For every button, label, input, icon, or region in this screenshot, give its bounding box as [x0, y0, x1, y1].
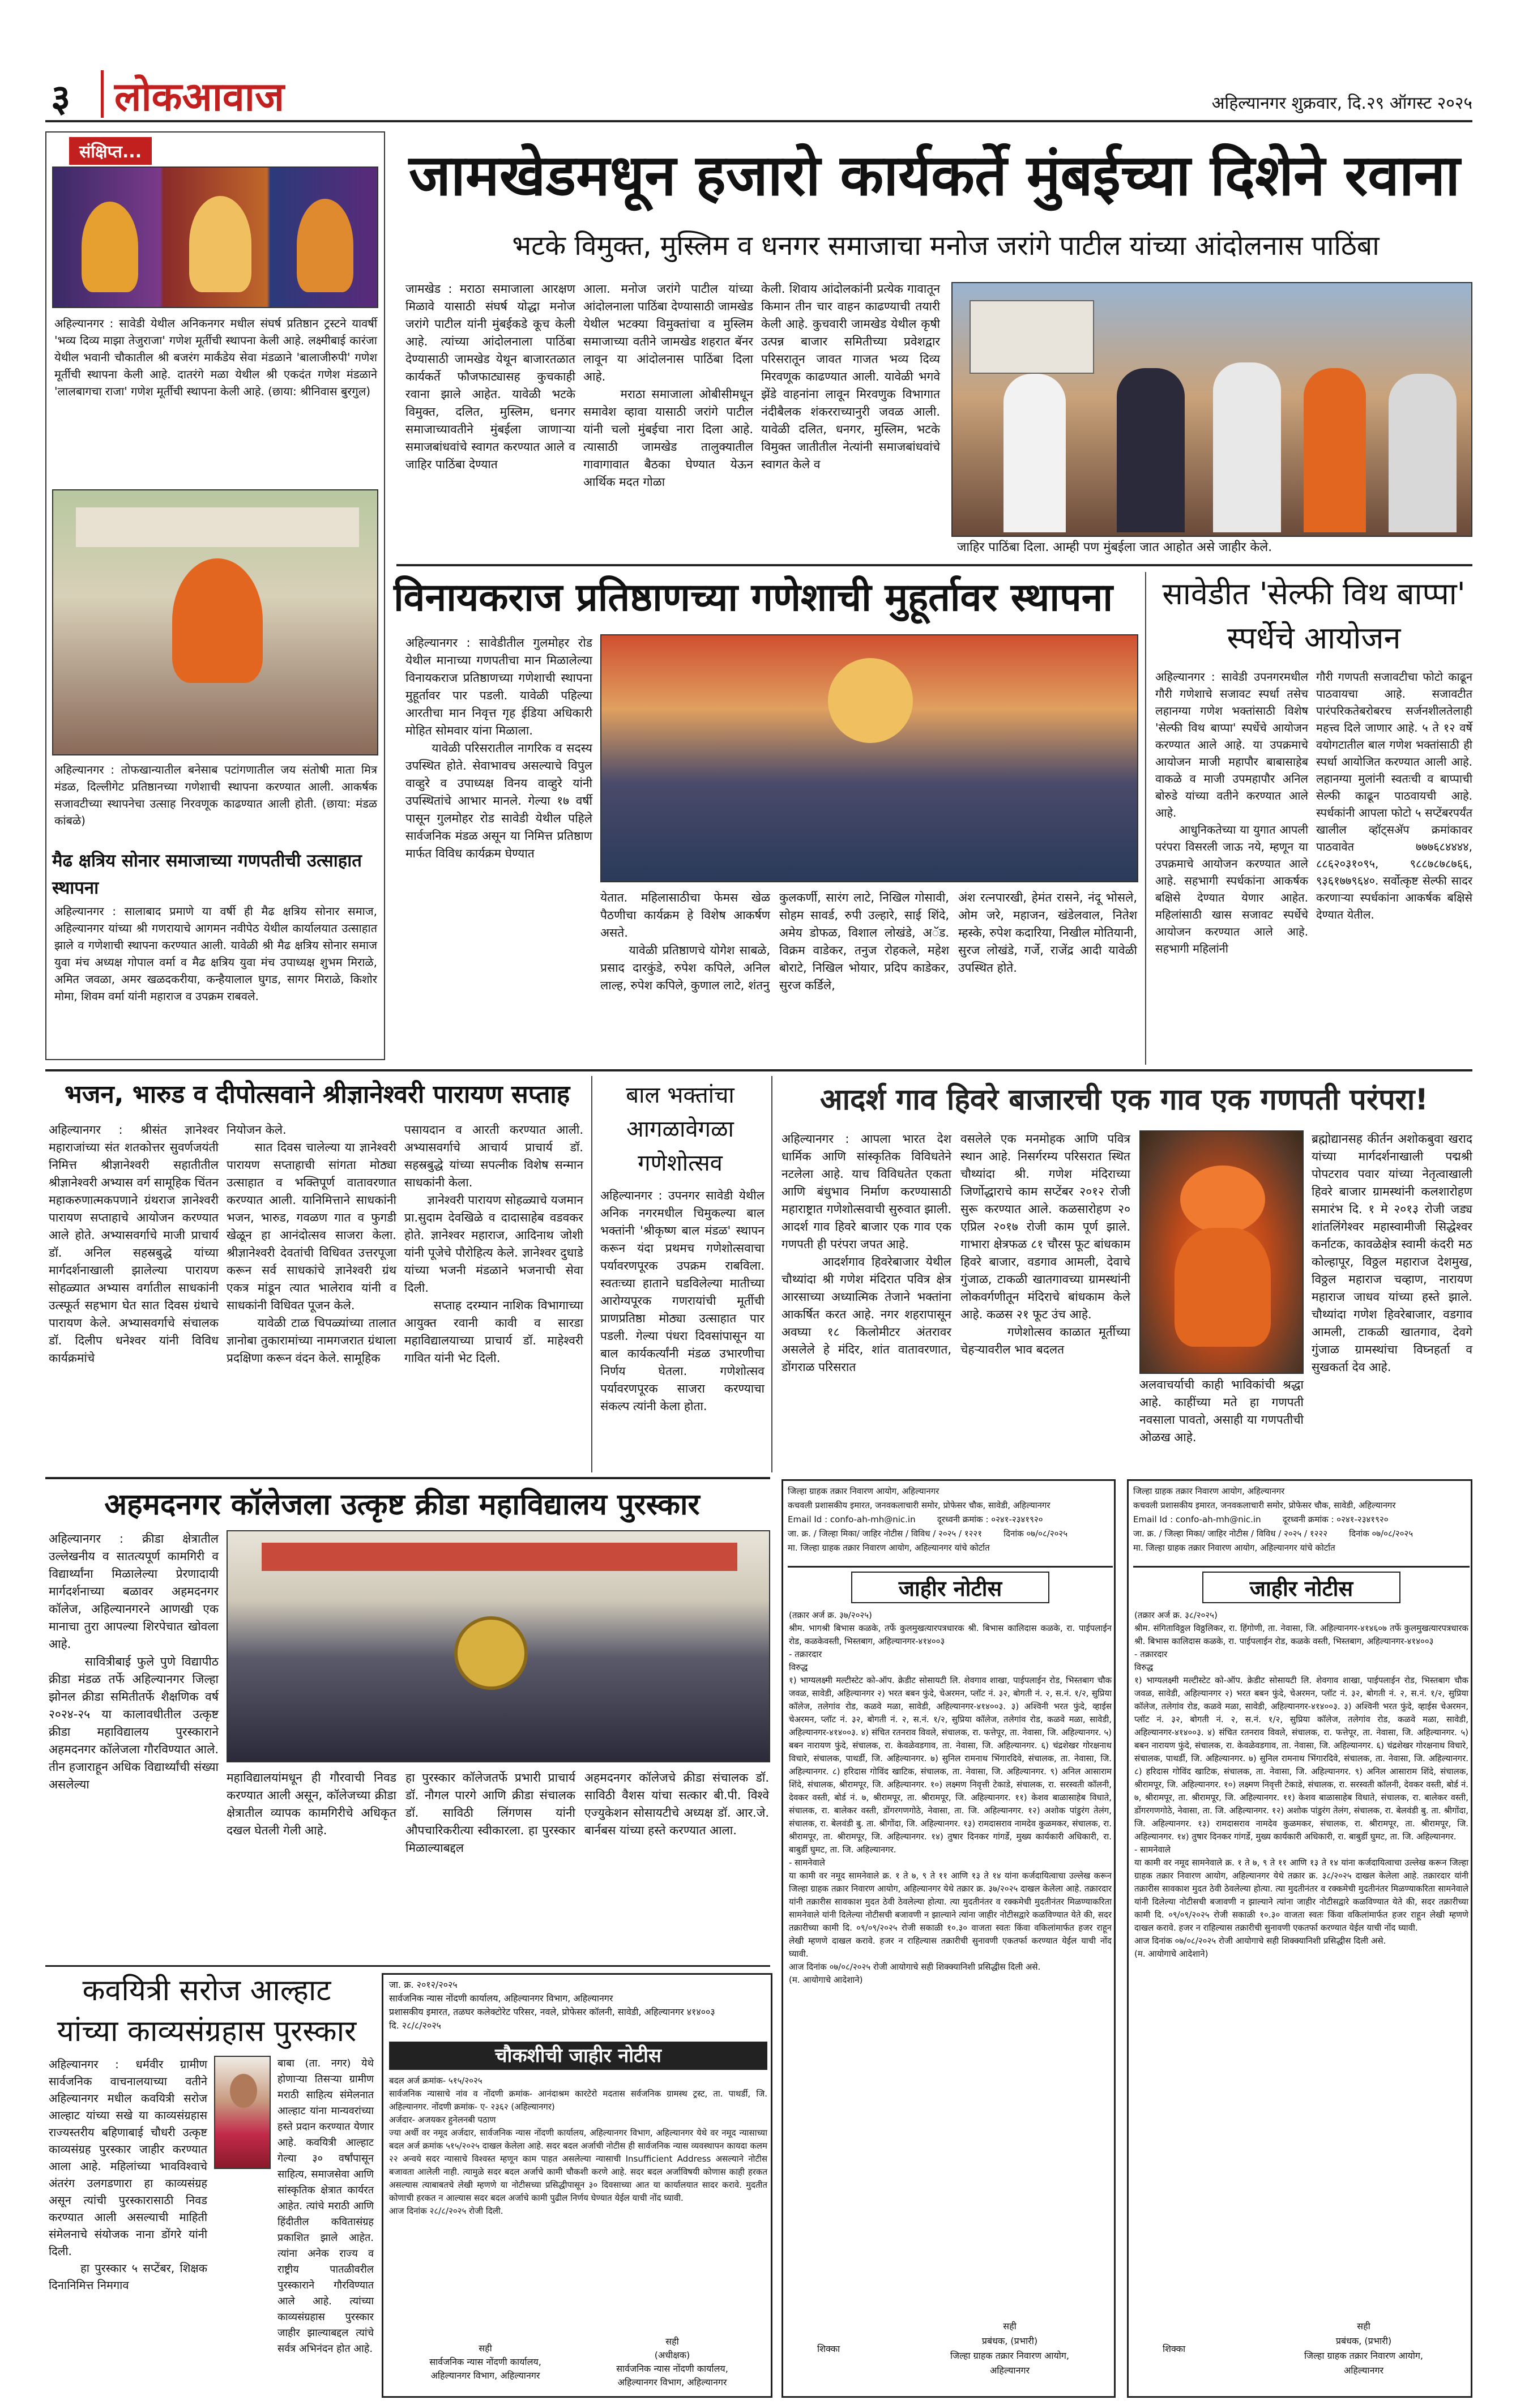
lead-col-1: जामखेड : मराठा समाजाला आरक्षण मिळावे यासाठी संघर्ष योद्धा मनोज जरांगे पाटील यांनी मुंबईकडे कूच केली आहे. त्यांच्या आंदोलनाला पाठिंबा देण्यासाठी जामखेड येथून बाजारतळात कार्यकर्ते फौजफाट्यासह कुचकाही रवाना झाले आहेत. यावेळी भटके विमुक्त, दलित, मुस्लिम, धनगर समाजाच्यावतीने मुंबईला जाणाऱ्या समाजबांधवांचे स्वागत करण्यात आले व जाहिर पाठिंबा देण्यात [405, 282, 579, 471]
selfie-col-2: गौरी गणपती सजावटीचा फोटो काढून पाठवायचा आहे. सजावटीत पारंपरिकतेबरोबरच सर्जनशीलतेलाही महत्त्व दिले जाणार आहे. ५ ते १२ वर्षे वयोगटातील बाल गणेश भक्तांसाठी ही स्पर्धा आयोजित करण्यात आली आहे. लहानग्या मुलांनी स्वतःची व बाप्पाची सेल्फी काढून पाठवायची आहे. स्पर्धकांनी आपला फोटो ५ सप्टेंबरपर्यंत खालील व्हॉट्सअ‍ॅप क्रमांकावर पाठवावेत ७७७६८४४४४, ८८६२०३१०९५, ९८८७८७८७६६, ९३६१७७९६४०. सर्वोत्कृष्ट सेल्फी सादर करणाऱ्या स्पर्धकांना आकर्षक बक्षिसे देण्यात येतील. [1316, 670, 1476, 921]
court-notice-body: बदल अर्ज क्रमांक- ५१५/२०२५ सार्वजनिक न्यासाचे नांव व नोंदणी क्रमांक- आनंदाश्रम कारटेरो मदतास सर्वजनिक ग्रामस्थ ट्रस्ट, ता. पाथर्डी, जि. अहिल्यानगर. नोंदणी क्रमांक- ए- २३६२ (अहिल्यानगर) अर्जदार- अजयकर हुनेलनबी पठाण ज्या अर्थी वर नमूद अर्जदार, सार्वजनिक न्यास नोंदणी कार्यालय, अहिल्यानगर विभाग, अहिल्यानगर येथे वर नमूद न्यासाच्या बदल अर्ज क्रमांक ५१५/२०२५ दाखल केलेला आहे. सदर बदल अर्जाची नोटीस ही सार्वजनिक न्यास व्यवस्थापन कायदा कलम २२ अन्वये सदर न्यासाचे विश्वस्त म्हणून काम पाहत असलेल्या न्यासाची Insufficient Address असल्याने नोटीस बजावता आलेली नाही. त्यामुळे सदर बदल अर्जाचे कामी चौकशी करणे आहे. सदर बदल अर्जाविषयी कोणास काही हरकत असल्यास त्याबाबतचे लेखी म्हणणे या नोटीसच्या प्रसिद्धीपासून ३० दिवसाच्या आत या कार्यालयात सादर करावे. मुदतीत कोणाची हरकत न आल्यास सदर बदल अर्जाचे कामी पुढील निर्णय घेण्यात येईल याची नोंद घ्यावी. आज दिनांक २८/८/२०२५ रोजी दिली. [389, 2076, 767, 2216]
college-headline: अहमदनगर कॉलेजला उत्कृष्ट क्रीडा महाविद्यालय पुरस्कार [104, 1488, 700, 1522]
court-notice-header: जा. क्र. २०१२/२०२५ सार्वजनिक न्यास नोंदणी कार्यालय, अहिल्यानगर विभाग, अहिल्यानगर प्रशासकीय इमारत, तळघर कलेक्टोरेट परिसर, नवले, प्रोफेसर कॉलनी, सावेडी, अहिल्यानगर ४१४००३ दि. २८/८/२०२५ [389, 1979, 715, 2031]
column-rule [1145, 572, 1146, 1065]
balbhakta-col-1: अहिल्यानगर : उपनगर सावेडी येथील अनिक नगरमधील चिमुकल्या बाल भक्तांनी 'श्रीकृष्ण बाल मंडळ' स्थापन करून यंदा प्रथमच गणेशोत्सवाचा पर्यावरणपूरक उपक्रम राबविला. स्वतःच्या हाताने घडविलेल्या मातीच्या आरोग्यपूरक गणरायांची मूर्तीची प्राणप्रतिष्ठा मोठ्या उत्साहात पार पडली. गेल्या पंधरा दिवसांपासून या बाल कार्यकर्त्यांनी मंडळ उभारणीचा निर्णय घेतला. गणेशोत्सव पर्यावरणपूरक साजरा करण्याचा संकल्प त्यांनी केला होता. [600, 1189, 768, 1413]
selfie-col-1: अहिल्यानगर : सावेडी उपनगरमधील गौरी गणेशाचे सजावट स्पर्धा तसेच लहानग्या गणेश भक्तांसाठी विशेष 'सेल्फी विथ बाप्पा' स्पर्धेचे आयोजन करण्यात आले आहे. या उपक्रमाचे आयोजन माजी महापौर बाबासाहेब वाकळे व माजी उपमहापौर अनिल बोरुडे यांच्या वतीने करण्यात आले आहे. आधुनिकतेच्या या युगात आपली परंपरा विसरली जाऊ नये, म्हणून या उपक्रमाचे आयोजन करण्यात आले आहे. सहभागी स्पर्धकांना आकर्षक बक्षिसे देण्यात येणार आहेत. महिलांसाठी खास सजावट स्पर्धेचे आयोजन करण्यात आले आहे. सहभागी महिलांनी [1155, 670, 1308, 955]
section-divider [396, 564, 1472, 566]
lead-subhead: भटके विमुक्त, मुस्लिम व धनगर समाजाचा मनोज जरांगे पाटील यांच्या आंदोलनास पाठिंबा [512, 230, 1380, 262]
bhajan-col-2: नियोजन केले. सात दिवस चालेल्या या ज्ञानेश्वरी पारायण सप्ताहाची सांगता मोठ्या उत्साहात व भक्तिपूर्ण वातावरणात करण्यात आली. यानिमित्ताने साधकांनी भजन, भारुड, गवळण गात व फुगडी खेळून हा आनंदोत्सव साजरा केला. श्रीज्ञानेश्वरी देवतांची विधिवत उत्तरपूजा करून सर्व साधकांचे ज्ञानेश्वरी ग्रंथ एकत्र मांडून त्यात भालेराव यांनी व साधकांनी विधिवत पूजन केले. यावेळी टाळ चिपळ्यांच्या तालात ज्ञानोबा तुकारामांच्या नामगजरात ग्रंथाला प्रदक्षिणा करून वंदन केले. सामूहिक [227, 1123, 396, 1365]
brief-column [45, 131, 385, 1060]
selfie-headline: सावेडीत 'सेल्फी विथ बाप्पा' स्पर्धेचे आयोजन [1162, 576, 1466, 656]
bhajan-col-1: अहिल्यानगर : श्रीसंत ज्ञानेश्वर महाराजांच्या संत शतकोत्तर सुवर्णजयंती निमित्त श्रीज्ञानेश्वरी सहातीतील श्रीज्ञानेश्वरी अभ्यास वर्ग सामूहिक चिंतन महाकरुणात्मकपणाने ग्रंथराज ज्ञानेश्वरी पारायण सप्ताहाचे आयोजन करण्यात आले होते. अभ्यासवर्गाचे माजी प्राचार्य डॉ. अनिल सहस्रबुद्धे यांच्या मार्गदर्शनाखाली झालेल्या पारायण सोहळ्यात अभ्यास वर्गातील साधकांनी उत्स्फूर्त सहभाग घेत सात दिवस ग्रंथाचे पारायण केले. अभ्यासवर्गाचे संचालक डॉ. दिलीप धनेश्वर यांनी विविध कार्यक्रमांचे [49, 1123, 223, 1365]
poet-headline-line-1: कवयित्री सरोज आल्हाट [82, 1974, 331, 2008]
notice-2-signature: सही प्रबंधक, (प्रभारी) जिल्हा ग्राहक तक्रार निवारण आयोग, अहिल्यानगर [1304, 2321, 1423, 2376]
poet-headline-line-2: यांच्या काव्यसंग्रहास पुरस्कार [57, 2014, 357, 2048]
lead-col-3: केली. शिवाय आंदोलकांनी प्रत्येक गावातून किमान तीन चार वाहन काढण्याची तयारी केली आहे. कुचवारी जामखेड येथील कृषी उत्पन्न बाजार समितीच्या प्रवेशद्वार परिसरातून जावत गाजत भव्य दिव्य मिरवणूक काढण्यात आली. यावेळी भगवे झेंडे वाहनांना लावून मिरवणुक विभागात नंदीबैलक शंकरराच्यानुरी जवळ आली. यावेळी दलित, धनगर, मुस्लिम, भटके विमुक्त जातीतील नेत्यांनी समाजबांधवांचे स्वागत केले व [761, 282, 944, 471]
brief-item-3: अहिल्यानगर : सालाबाद प्रमाणे या वर्षी ही मैढ क्षत्रिय सोनार समाज, अहिल्यानगर यांच्या श्री गणरायाचे आगमन नवीपेठ येथील कार्यालयात उत्साहात झाले व गणेशाची स्थापना करण्यात आली. यावेळी श्री मैढ क्षत्रिय सोनार समाज युवा मंच अध्यक्ष गोपाल वर्मा व मैढ क्षत्रिय युवा मंच उपाध्यक्ष शुभम मिराळे, अमित जवळा, अमर खळदकरीया, कन्हैयालाल घुगड, सागर मिराळे, किशोर मोमा, शिवम वर्मा यांनी महाराज व उपक्रम राबवले. [54, 904, 381, 1003]
college-col-4: अहमदनगर कॉलेजचे क्रीडा संचालक डॉ. साविठी वैशस यांचा सत्कार बी.पी. विश्वे एज्युकेशन सोसायटीचे अध्यक्ष डॉ. आर.जे. बार्नबस यांच्या हस्ते करण्यात आला. [584, 1771, 773, 1837]
vinayak-col-1: अहिल्यानगर : सावेडीतील गुलमोहर रोड येथील मानाच्या गणपतीचा मान मिळालेल्या विनायकराज प्रतिष्ठाणच्या गणेशाची स्थापना मुहूर्तावर पार पडली. यावेळी पहिल्या आरतीचा मान निवृत्त गृह ईडिया अधिकारी मोहित सोमवार यांना मिळाला. यावेळी परिसरातील नागरिक व सदस्य उपस्थित होते. सेवाभावच असल्याचे विपुल वाव्हुरे व उपाध्यक्ष विनय वाव्हुरे यांनी उपस्थितांचे आभार मानले. गेल्या १७ वर्षी पासून गुलमोहर रोड सावेडी येथील पहिले सार्वजनिक मंडळ असून या निमित्त प्रतिष्ठाण मार्फत विविध कार्यक्रम घेण्यात [405, 636, 592, 860]
hivre-col-1: अहिल्यानगर : आपला भारत देश धार्मिक आणि सांस्कृतिक विविधतेने नटलेला आहे. याच विविधतेत एकता आणि बंधुभाव निर्माण करण्यासाठी महाराष्ट्रात गणेशोत्सवाची सुरुवात झाली. आदर्श गाव हिवरे बाजार एक गाव एक गणपती ही परंपरा जपत आहे. आदर्शगाव हिवरेबाजार येथील चौथ्यांदा श्री गणेश मंदिरात पवित्र क्षेत्र आरसाच्या अध्यात्मिक तेजाने भक्तांना आकर्षित करत आहे. नगर शहरापासून अवघ्या १८ किलोमीटर अंतरावर असलेले हे मंदिर, शांत वातावरणात, डोंगराळ परिसरात [782, 1132, 951, 1374]
brief-item-3-headline: मैढ क्षत्रिय सोनार समाजाच्या गणपतीची उत्साहात स्थापना [52, 851, 362, 898]
ganesh-pandal-photo [52, 489, 378, 755]
section-divider [45, 1477, 770, 1479]
brief-item-2: अहिल्यानगर : तोफखान्यातील बनेसाब पटांगणातील जय संतोषी माता मित्र मंडळ, दिल्लीगेट प्रतिष्ठानच्या गणेशाची स्थापना करण्यात आली. आकर्षक सजावटीच्या स्थापनेचा उत्साह निरवणूक काढण्यात आली होती. (छाया: मंडळ कांबळे) [54, 763, 381, 827]
award-ceremony-photo [227, 1530, 770, 1762]
court-notice-signature-left: सही सार्वजनिक न्यास नोंदणी कार्यालय, अहिल्यानगर विभाग, अहिल्यानगर [429, 2343, 541, 2381]
masthead-rule [45, 120, 1472, 122]
bhajan-col-3: पसायदान व आरती करण्यात आली. अभ्यासवर्गाचे आचार्य प्राचार्य डॉ. सहस्रबुद्धे यांच्या सपत्नीक विशेष सन्मान साधकांनी केला. ज्ञानेश्वरी पारायण सोहळ्याचे यजमान प्रा.सुदाम देवखिळे व दादासाहेब वडवकर होते. ज्ञानेश्वर महाराज, आदिनाथ जोशी यांनी पूजेचे पौरोहित्य केले. ज्ञानेश्वर दुधाडे यांच्या भजनी मंडळाने भजनाची सेवा दिली. सप्ताह दरम्यान नाशिक विभागाच्या आयुक्त रवानी कावी व सारडा महाविद्यालयाच्या प्राचार्य डॉ. माहेश्वरी गावित यांनी भेट दिली. [404, 1123, 583, 1365]
hivre-col-2: वसलेले एक मनमोहक आणि पवित्र स्थान आहे. निसर्गरम्य परिसरात स्थित चौथ्यांदा श्री. गणेश मंदिराच्या जिर्णोद्धाराचे काम सप्टेंबर २०१२ रोजी सुरू करण्यात आले. कळसारोहण २० एप्रिल २०१७ रोजी काम पूर्ण झाले. गाभारा क्षेत्रफळ ८१ चौरस फूट बांधकाम हिवरे बाजार, वडगाव आमली, देवाचे गुंजाळ, टाकळी खातगावच्या ग्रामस्थांनी लोकवर्गणीतून मंदिराचे बांधकाम केले आहे. कळस २१ फूट उंच आहे. गणेशोत्सव काळात मूर्तीच्या चेहऱ्यावरील भाव बदलत [960, 1132, 1130, 1356]
hivre-col-3: ब्रह्मोद्यानसह कीर्तन अशोकबुवा खराद यांच्या मार्गदर्शनाखाली पद्मश्री पोपटराव पवार यांच्या नेतृत्वाखाली हिवरे बाजार ग्रामस्थांनी कलशारोहण समारंभ दि. १ मे २०१३ रोजी जड्य शांतलिंगेश्वर महास्वामीजी सिद्धेश्वर कर्नाटक, कावळेक्षेत्र स्वामी कंदरी मठ कोल्हापूर, विठ्ठल महाराज देशमुख, विठ्ठल महाराज चव्हाण, नारायण महाराज जाधव यांच्या हस्ते झाले. चौथ्यांदा गणेश हिवरेबाजार, वडगाव आमली, टाकळी खातगाव, देवगे गुंजाळ ग्रामस्थांचा विघ्नहर्ता व सुखकर्ता देव आहे. [1312, 1132, 1476, 1374]
college-col-3: हा पुरस्कार कॉलेजतर्फे प्रभारी प्राचार्य डॉ. नौगल पारगे आणि क्रीडा संचालक डॉ. साविठी लिंगणस यांनी औपचारिकरीत्या स्वीकारला. हा पुरस्कार मिळाल्याबद्दल [405, 1771, 579, 1855]
notice-1-header: जिल्हा ग्राहक तक्रार निवारण आयोग, अहिल्यानगर कचवली प्रशासकीय इमारत, जनवकलाचारी समोर, प्रोफेसर चौक, सावेडी, अहिल्यानगर Email Id : confo-ah-mh@nic.in दूरध्वनी क्रमांक : ०२४१-२३४१९२० जा. क्र. / जिल्हा मिका/ जाहिर नोटीस / विविध / २०२५ / १२२१ दिनांक ०७/०८/२०२५ मा. जिल्हा ग्राहक तक्रार निवारण आयोग, अहिल्यानगर यांचे कोर्टात [788, 1486, 1068, 1553]
vinayak-group-photo [600, 634, 1138, 882]
court-notice-title: चौकशीची जाहीर नोटीस [389, 2042, 767, 2070]
ganesh-idols-photo [52, 166, 378, 308]
poet-portrait-photo [214, 2056, 271, 2169]
college-col-1: अहिल्यानगर : क्रीडा क्षेत्रातील उल्लेखनीय व सातत्यपूर्ण कामगिरी व विद्यार्थ्यांना मिळालेल्या प्रेरणादायी मार्गदर्शनाच्या बळावर अहमदनगर कॉलेज, अहिल्यानगरने आणखी एक मानाचा तुरा आपल्या शिरपेचात खोवला आहे. सावित्रीबाई फुले पुणे विद्यापीठ क्रीडा मंडळ तर्फे अहिल्यानगर जिल्हा झोनल क्रीडा समितीतर्फे शैक्षणिक वर्ष २०२४-२५ या कालावधीतील उत्कृष्ट क्रीडा महाविद्यालय पुरस्काराने अहमदनगर कॉलेजला गौरविण्यात आले. तीन हजाराहून अधिक विद्यार्थ्यांची संख्या असलेल्या [49, 1532, 219, 1791]
consumer-notice-1-box [782, 1479, 1116, 2398]
notice-1-seal: शिक्का [817, 2343, 840, 2354]
hivre-headline: आदर्श गाव हिवरे बाजारची एक गाव एक गणपती परंपरा! [819, 1083, 1429, 1117]
notice-1-title: जाहीर नोटीस [851, 1572, 1049, 1603]
court-notice-box [382, 1973, 772, 2398]
balbhakta-headline: बाल भक्तांचा आगळावेगळा गणेशोत्सव [626, 1082, 734, 1176]
page-number: ३ [51, 76, 71, 120]
section-divider [45, 1069, 1472, 1071]
consumer-notice-2-box [1127, 1479, 1472, 2398]
lead-photo-caption: जाहिर पाठिंबा दिला. आम्ही पण मुंबईला जात आहोत असे जाहीर केले. [957, 540, 1272, 554]
lead-col-2: आला. मनोज जरांगे पाटील यांच्या आंदोलनाला पाठिंबा देण्यासाठी जामखेड येथील भटक्या विमुक्तांचा व मुस्लिम समाजाच्या वतीने जामखेड शहरात बॅनर लावून या आंदोलनास पाठिंबा दिला आहे. मराठा समाजाला ओबीसीमधून समावेश व्हावा यासाठी जरांगे पाटील यांनी चलो मुंबईचा नारा दिला आहे. त्यासाठी जामखेड तालुक्यातील गावागावात बैठका घेण्यात येऊन आर्थिक मदत गोळा [583, 282, 753, 489]
notice-2-body: (तक्रार अर्ज क्र. ३८/२०२५) श्रीम. संगिताविठ्ठल विठ्ठलिकर, रा. हिंगोणी, ता. नेवासा, जि. अहिल्यानगर-४१४६०७ तर्फे कुलमुखत्यारपत्रधारक श्री. बिभास कालिदास कळके, रा. पाईपलाईन रोड, कळके वस्ती, भिस्तबाग, अहिल्यानगर-४१४००३ - तक्रारदार विरुद्ध १) भाग्यलक्ष्मी मल्टीस्टेट को-ऑप. क्रेडीट सोसायटी लि. शेवगाव शाखा, पाईपलाईन रोड, भिस्तबाग चौक जवळ, सावेडी, अहिल्यानगर २) भरत बबन फुंदे, चेअरमन, प्लॉट नं. ३२, बोगती नं. २, स.नं. १/२, सुप्रिया कॉलेज, तलेगांव रोड, कळवे मळा, सावेडी, अहिल्यानगर-४१४००३. ३) अश्विनी भरत फुंदे, व्हाईस चेअरमन, प्लॉट नं. ३२, बोगती नं. २, स.नं. १/२, सुप्रिया कॉलेज, तलेगांव रोड, कळवे मळा, सावेडी, अहिल्यानगर-४१४००३. ४) संचित रतनराव विवले, संचालक, रा. फत्तेपूर, ता. नेवासा, जि. अहिल्यानगर. ५) बबन नारायण फुंदे, संचालक, रा. केवळेवडगाव, ता. नेवासा, जि. अहिल्यानगर. ६) चंद्रशेखर गोरक्षनाथ विचारे, संचालक, पाथर्डी, जि. अहिल्यानगर. ७) सुनिल रामनाथ भिंगारदिवे, संचालक, ता. नेवासा, जि. अहिल्यानगर. ८) हरिदास गोविंद खाटिक, संचालक, ता. नेवासा, जि. अहिल्यानगर. ९) अनिल आसाराम शिंदे, संचालक, श्रीरामपूर, जि. अहिल्यानगर. १०) लक्ष्मण निवृत्ती टेकाडे, संचालक, रा. सरस्वती कॉलनी, देवकर वस्ती, बोर्ड नं. ७, श्रीरामपूर, ता. श्रीरामपूर, जि. अहिल्यानगर. ११) केशव बाळासाहेब विधाते, संचालक, रा. बालेकर वस्ती, डोंगरगणगोठे, नेवासा, ता. जि. अहिल्यानगर. १२) अशोक पांडुरंग तेलंग, संचालक, रा. बेलवंडी बु. ता. श्रीगोंदा, जि. अहिल्यानगर. १३) रामदासराव नामदेव कुळमकर, संचालक, रा. श्रीरामपूर, ता. श्रीरामपूर, जि. अहिल्यानगर. १४) तुषार दिनकर गांगर्डे, मुख्य कार्यकारी अधिकारी, रा. बाबुर्डी घुमट, ता. जि. अहिल्यानगर. - सामनेवाले या कामी वर नमूद सामनेवाले क्र. १ ते ७, ९ ते ११ आणि १३ ते १४ यांना कर्जदायित्वाचा उल्लेख करून जिल्हा ग्राहक तक्रार निवारण आयोग, अहिल्यानगर येथे तक्रार क्र. ३८/२०२५ दाखल केलेला आहे. तक्रारदार यांनी तक्रारीस सावकाश मुदत ठेवी ठेवलेल्या होत्या. त्या मुदतीनंतर व रक्कमेची मुदतीनंतर मिळण्याकरिता सामनेवाले यांनी दिलेल्या नोटीसची बजावणी न झाल्याने त्यांना जाहीर नोटीसद्वारे कळविण्यात येते की, सदर तक्रारीच्या कामी दि. ०९/०९/२०२५ रोजी सकाळी १०.३० वाजता स्वतः किंवा वकिलांमार्फत हजर राहून लेखी म्हणणे दाखल करावे. हजर न राहिल्यास तक्रारीची सुनावणी एकतर्फा करण्यात येईल याची नोंद घ्यावी. आज दिनांक ०७/०८/२०२५ रोजी आयोगाचे सही शिक्क्यानिशी प्रसिद्धीस दिली असे. (म. आयोगाचे आदेशाने) [1134, 1610, 1468, 1959]
bhajan-headline: भजन, भारुड व दीपोत्सवाने श्रीज्ञानेश्वरी पारायण सप्ताह [64, 1080, 570, 1109]
lead-headline: जामखेडमधून हजारो कार्यकर्ते मुंबईच्या दिशेने रवाना [408, 142, 1461, 208]
notice-1-signature: सही प्रबंधक, (प्रभारी) जिल्हा ग्राहक तक्रार निवारण आयोग, अहिल्यानगर [950, 2321, 1069, 2376]
column-rule [591, 1076, 592, 1472]
hivre-photo-caption: अलवाचर्याची काही भाविकांची श्रद्धा आहे. काहींच्या मते हा गणपती नवसाला पावतो, असाही या गणपतीची ओळख आहे. [1139, 1378, 1308, 1444]
notice-2-seal: शिक्का [1163, 2343, 1186, 2354]
vinayak-col-2: येतात. महिलासाठीचा फेमस खेळ पैठणीचा कार्यक्रम हे विशेष आकर्षण असते. यावेळी प्रतिष्ठाणचे योगेश साबळे, प्रसाद दारकुंडे, रुपेश कपिले, अनिल लाल्ह, रुपेश कपिले, कुणाल लाटे, शंतनु [600, 891, 770, 992]
dateline: अहिल्यानगर शुक्रवार, दि.२९ ऑगस्ट २०२५ [1211, 93, 1472, 113]
brief-item-1: अहिल्यानगर : सावेडी येथील अनिकनगर मधील संघर्ष प्रतिष्ठान ट्रस्टने यावर्षी 'भव्य दिव्य माझा तेजुराजा' गणेश मूर्तीची स्थापना केली आहे. लक्ष्मीबाई कारंजा येथील भवानी चौकातील श्री बजरंग मार्कंडेय सेवा मंडळाने 'बालाजीरुपी' गणेश मूर्तीची स्थापना केली आहे. दातरंगे मळा येथील श्री एकदंत गणेश मंडळाने 'लालबागचा राजा' गणेश मूर्तीची स्थापना केली आहे. (छाया: श्रीनिवास बुरगुल) [54, 317, 381, 398]
college-col-2: महाविद्यालयांमधून ही गौरवाची निवड करण्यात आली असून, कॉलेजच्या क्रीडा क्षेत्रातील व्यापक कामगिरीचे अधिकृत दखल घेतली गेली आहे. [227, 1771, 400, 1837]
notice-1-body: (तक्रार अर्ज क्र. ३७/२०२५) श्रीम. भागश्री बिभास कळके, तर्फे कुलमुखत्यारपत्रधारक श्री. बिभास कालिदास कळके, रा. पाईपलाईन रोड, कळकेवस्ती, भिस्तबाग, अहिल्यानगर-४१४००३ - तक्रारदार विरुद्ध १) भाग्यलक्ष्मी मल्टीस्टेट को-ऑप. क्रेडीट सोसायटी लि. शेवगाव शाखा, पाईपलाईन रोड, भिस्तबाग चौक जवळ, सावेडी, अहिल्यानगर २) भरत बबन फुंदे, चेअरमन, प्लॉट नं. ३२, बोगती नं. २, स.नं. १/२, सुप्रिया कॉलेज, तलेगांव रोड, कळवे मळा, सावेडी, अहिल्यानगर-४१४००३. ३) अश्विनी भरत फुंदे, व्हाईस चेअरमन, प्लॉट नं. ३२, बोगती नं. २, स.नं. १/२, सुप्रिया कॉलेज, तलेगांव रोड, कळवे मळा, सावेडी, अहिल्यानगर-४१४००३. ४) संचित रतनराव विवले, संचालक, रा. फत्तेपूर, ता. नेवासा, जि. अहिल्यानगर. ५) बबन नारायण फुंदे, संचालक, रा. केवळेवडगाव, ता. नेवासा, जि. अहिल्यानगर. ६) चंद्रशेखर गोरक्षनाथ विचारे, संचालक, पाथर्डी, जि. अहिल्यानगर. ७) सुनिल रामनाथ भिंगारदिवे, संचालक, ता. नेवासा, जि. अहिल्यानगर. ८) हरिदास गोविंद खाटिक, संचालक, ता. नेवासा, जि. अहिल्यानगर. ९) अनिल आसाराम शिंदे, संचालक, श्रीरामपूर, जि. अहिल्यानगर. १०) लक्ष्मण निवृत्ती टेकाडे, संचालक, रा. सरस्वती कॉलनी, देवकर वस्ती, बोर्ड नं. ७, श्रीरामपूर, ता. श्रीरामपूर, जि. अहिल्यानगर. ११) केशव बाळासाहेब विधाते, संचालक, रा. बालेकर वस्ती, डोंगरगणगोठे, नेवासा, ता. जि. अहिल्यानगर. १२) अशोक पांडुरंग तेलंग, संचालक, रा. बेलवंडी बु. ता. श्रीगोंदा, जि. अहिल्यानगर. १३) रामदासराव नामदेव कुळमकर, संचालक, रा. श्रीरामपूर, ता. श्रीरामपूर, जि. अहिल्यानगर. १४) तुषार दिनकर गांगर्डे, मुख्य कार्यकारी अधिकारी, रा. बाबुर्डी घुमट, ता. जि. अहिल्यानगर. - सामनेवाले या कामी वर नमूद सामनेवाले क्र. १ ते ७, ९ ते ११ आणि १३ ते १४ यांना कर्जदायित्वाचा उल्लेख करून जिल्हा ग्राहक तक्रार निवारण आयोग, अहिल्यानगर येथे तक्रार क्र. ३७/२०२५ दाखल केलेला आहे. तक्रारदार यांनी तक्रारीस सावकाश मुदत ठेवी ठेवलेल्या होत्या. त्या मुदतीनंतर व रक्कमेची मुदतीनंतर मिळण्याकरिता सामनेवाले यांनी दिलेल्या नोटीसची बजावणी न झाल्याने त्यांना जाहीर नोटीसद्वारे कळविण्यात येते की, सदर तक्रारीच्या कामी दि. ०९/०९/२०२५ रोजी सकाळी १०.३० वाजता स्वतः किंवा वकिलांमार्फत हजर राहून लेखी म्हणणे दाखल करावे. हजर न राहिल्यास तक्रारीची सुनावणी एकतर्फा करण्यात येईल याची नोंद घ्यावी. आज दिनांक ०७/०८/२०२५ रोजी आयोगाचे सही शिक्क्यानिशी प्रसिद्धीस दिली असे. (म. आयोगाचे आदेशाने) [789, 1610, 1112, 1985]
court-notice-signature-right: सही (अधीक्षक) सार्वजनिक न्यास नोंदणी कार्यालय, अहिल्यानगर विभाग, अहिल्यानगर [616, 2336, 728, 2388]
poet-col-2: बाबा (ता. नगर) येथे होणाऱ्या तिसऱ्या ग्रामीण मराठी साहित्य संमेलनात आल्हाट यांना मान्यवरांच्या हस्ते प्रदान करण्यात येणार आहे. कवयित्री आल्हाट गेल्या ३० वर्षांपासून साहित्य, समाजसेवा आणि सांस्कृतिक क्षेत्रात कार्यरत आहेत. त्यांचे मराठी आणि हिंदीतील कवितासंग्रह प्रकाशित झाले आहेत. त्यांना अनेक राज्य व राष्ट्रीय पातळीवरील पुरस्काराने गौरविण्यात आले आहे. त्यांच्या काव्यसंग्रहास पुरस्कार जाहीर झाल्याबद्दल त्यांचे सर्वत्र अभिनंदन होत आहे. [277, 2057, 377, 2355]
notice-2-header: जिल्हा ग्राहक तक्रार निवारण आयोग, अहिल्यानगर कचवली प्रशासकीय इमारत, जनवकलाचारी समोर, प्रोफेसर चौक, सावेडी, अहिल्यानगर Email Id : confo-ah-mh@nic.in दूरध्वनी क्रमांक : ०२४१-२३४१९२० जा. क्र. / जिल्हा मिका/ जाहिर नोटीस / विविध / २०२५ / १२२२ दिनांक ०७/०८/२०२५ मा. जिल्हा ग्राहक तक्रार निवारण आयोग, अहिल्यानगर यांचे कोर्टात [1133, 1486, 1413, 1553]
lead-rally-photo [951, 282, 1472, 537]
column-rule [771, 1076, 772, 1472]
vinayak-col-3: कुलकर्णी, सारंग लाटे, निखिल गोसावी, सोहम सावर्ड, रुपी उल्हारे, साई शिंदे, अमेय डोफळ, विशाल लोखंडे, अॅड. विक्रम वाडेकर, तनुज रोहकले, महेश बोराटे, निखिल भोयार, प्रदिप काडेकर, सुरज कर्डिले, [779, 891, 953, 992]
poet-col-1: अहिल्यानगर : धर्मवीर ग्रामीण सार्वजनिक वाचनालयाच्या वतीने अहिल्यानगर मधील कवयित्री सरोज आल्हाट यांच्या सखे या काव्यसंग्रहास राज्यस्तरीय बहिणाबाई चौधरी उत्कृष्ट काव्यसंग्रह पुरस्कार जाहीर करण्यात आला आहे. महिलांच्या भावविश्वाचे अंतरंग उलगडणारा हा काव्यसंग्रह असून त्यांची पुरस्कारासाठी निवड करण्यात आली असल्याची माहिती संमेलनाचे संयोजक नाना डोंगरे यांनी दिली. हा पुरस्कार ५ सप्टेंबर, शिक्षक दिनानिमित्त निमगाव [49, 2057, 207, 2292]
newspaper-logo: लोकआवाज [114, 74, 284, 120]
brief-tag: संक्षिप्त... [69, 137, 152, 165]
section-divider [45, 1965, 770, 1967]
notice-2-title: जाहीर नोटीस [1202, 1572, 1400, 1603]
masthead [34, 68, 1484, 120]
ganesh-idol-photo [1139, 1130, 1304, 1374]
vinayak-headline: विनायकराज प्रतिष्ठाणच्या गणेशाची मुहूर्तावर स्थापना [394, 575, 1113, 620]
vinayak-col-4: अंश रत्नपारखी, हेमंत रासने, नंदू भोसले, ओम जरे, महाजन, खंडेलवाल, नितेश म्हस्के, रुपेश कदारिया, निखील मोतियानी, सुरज लोखंडे, गर्जे, राजेंद्र आदी यावेळी उपस्थित होते. [958, 891, 1141, 975]
